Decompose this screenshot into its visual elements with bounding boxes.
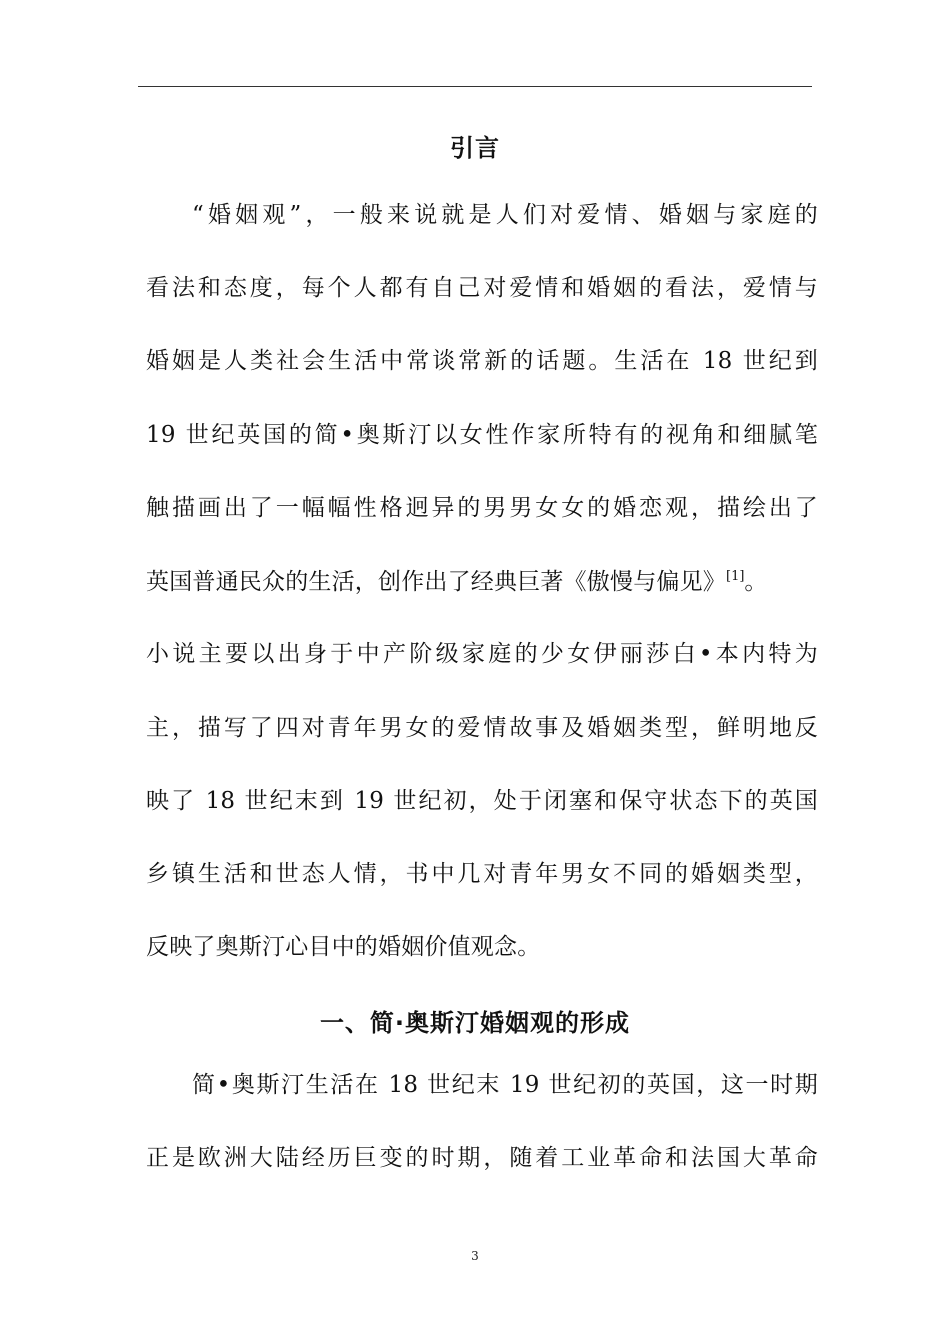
sentence-end: 。 (744, 569, 768, 595)
page-number: 3 (471, 1249, 479, 1263)
section-heading: 一、简·奥斯汀婚姻观的形成 (319, 1009, 631, 1037)
paragraph-line: “婚姻观”，一般来说就是人们对爱情、婚姻与家庭的 (192, 202, 818, 228)
header-rule (138, 86, 812, 87)
paragraph-line: 乡镇生活和世态人情，书中几对青年男女不同的婚姻类型， (146, 861, 818, 887)
paragraph-line: 反映了奥斯汀心目中的婚姻价值观念。 (146, 934, 541, 960)
paragraph-line-with-citation (146, 570, 818, 594)
paragraph-line: 触描画出了一幅幅性格迥异的男男女女的婚恋观，描绘出了 (146, 495, 818, 521)
citation-marker[interactable]: [1] (726, 569, 745, 584)
paragraph-line: 映了 18 世纪末到 19 世纪初，处于闭塞和保守状态下的英国 (146, 788, 818, 814)
paragraph-line-text: 英国普通民众的生活，创作出了经典巨著《傲慢与偏见》 (146, 569, 726, 595)
paragraph-line: 简•奥斯汀生活在 18 世纪末 19 世纪初的英国，这一时期 (192, 1072, 818, 1098)
paragraph-line: 19 世纪英国的简•奥斯汀以女性作家所特有的视角和细腻笔 (146, 422, 818, 448)
page-title: 引言 (450, 134, 500, 162)
paragraph-line: 正是欧洲大陆经历巨变的时期，随着工业革命和法国大革命 (146, 1145, 818, 1171)
paragraph-line: 主，描写了四对青年男女的爱情故事及婚姻类型，鲜明地反 (146, 715, 818, 741)
paragraph-line: 婚姻是人类社会生活中常谈常新的话题。生活在 18 世纪到 (146, 348, 818, 374)
paragraph-line: 看法和态度，每个人都有自己对爱情和婚姻的看法，爱情与 (146, 275, 818, 301)
paragraph-line: 小说主要以出身于中产阶级家庭的少女伊丽莎白•本内特为 (146, 641, 818, 667)
